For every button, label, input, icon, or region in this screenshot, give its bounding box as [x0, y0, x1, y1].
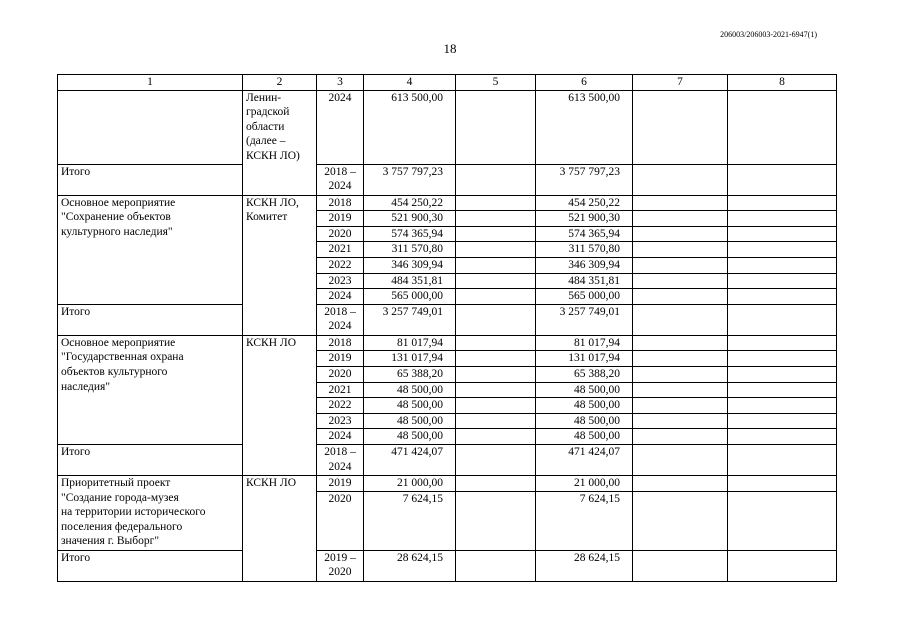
- activity-cell: [58, 90, 243, 164]
- period-cell: 2019 – 2020: [317, 550, 364, 581]
- column-header-7: 7: [633, 75, 728, 91]
- empty-cell: [456, 242, 536, 258]
- empty-cell: [633, 226, 728, 242]
- empty-cell: [633, 304, 728, 335]
- amount-cell: 48 500,00: [536, 398, 633, 414]
- column-header-3: 3: [317, 75, 364, 91]
- empty-cell: [456, 444, 536, 475]
- year-cell: 2021: [317, 382, 364, 398]
- year-cell: 2018: [317, 335, 364, 351]
- empty-cell: [633, 550, 728, 581]
- executor-cell: КСКН ЛО, Комитет: [243, 195, 317, 335]
- year-cell: 2024: [317, 90, 364, 164]
- year-cell: 2021: [317, 242, 364, 258]
- total-amount-cell: 28 624,15: [536, 550, 633, 581]
- period-cell: 2018 – 2024: [317, 164, 364, 195]
- empty-cell: [728, 398, 837, 414]
- empty-cell: [633, 257, 728, 273]
- table-row: [58, 195, 837, 211]
- empty-cell: [633, 366, 728, 382]
- amount-cell: 454 250,22: [536, 195, 633, 211]
- total-label: Итого: [58, 550, 243, 581]
- empty-cell: [633, 289, 728, 305]
- column-header-6: 6: [536, 75, 633, 91]
- period-cell: 2018 – 2024: [317, 304, 364, 335]
- amount-cell: 346 309,94: [364, 257, 456, 273]
- total-row: [58, 550, 837, 581]
- total-amount-cell: 471 424,07: [364, 444, 456, 475]
- empty-cell: [456, 164, 536, 195]
- amount-cell: 7 624,15: [536, 491, 633, 550]
- empty-cell: [456, 289, 536, 305]
- total-amount-cell: 3 257 749,01: [536, 304, 633, 335]
- year-cell: 2018: [317, 195, 364, 211]
- empty-cell: [456, 382, 536, 398]
- empty-cell: [633, 335, 728, 351]
- activity-name-cell: Основное мероприятие "Государственная охрана объектов культурного наследия": [58, 335, 243, 444]
- amount-cell: 65 388,20: [536, 366, 633, 382]
- empty-cell: [456, 257, 536, 273]
- amount-cell: 48 500,00: [364, 429, 456, 445]
- year-cell: 2024: [317, 289, 364, 305]
- amount-cell: 484 351,81: [364, 273, 456, 289]
- empty-cell: [456, 90, 536, 164]
- empty-cell: [728, 289, 837, 305]
- year-cell: 2019: [317, 351, 364, 367]
- amount-cell: 21 000,00: [364, 475, 456, 491]
- amount-cell: 48 500,00: [536, 413, 633, 429]
- empty-cell: [633, 429, 728, 445]
- empty-cell: [456, 304, 536, 335]
- amount-cell: 7 624,15: [364, 491, 456, 550]
- empty-cell: [728, 351, 837, 367]
- empty-cell: [633, 90, 728, 164]
- amount-cell: 454 250,22: [364, 195, 456, 211]
- amount-cell: 48 500,00: [364, 398, 456, 414]
- total-row: [58, 304, 837, 335]
- amount-cell: 81 017,94: [364, 335, 456, 351]
- page-number: 18: [443, 41, 457, 56]
- total-amount-cell: 471 424,07: [536, 444, 633, 475]
- empty-cell: [728, 429, 837, 445]
- amount-cell: 65 388,20: [364, 366, 456, 382]
- empty-cell: [456, 195, 536, 211]
- empty-cell: [728, 335, 837, 351]
- amount-cell: 484 351,81: [536, 273, 633, 289]
- empty-cell: [633, 211, 728, 227]
- year-cell: 2024: [317, 429, 364, 445]
- column-header-5: 5: [456, 75, 536, 91]
- empty-cell: [728, 444, 837, 475]
- empty-cell: [633, 475, 728, 491]
- amount-cell: 131 017,94: [536, 351, 633, 367]
- total-label: Итого: [58, 304, 243, 335]
- period-cell: 2018 – 2024: [317, 444, 364, 475]
- empty-cell: [456, 413, 536, 429]
- amount-cell: 574 365,94: [364, 226, 456, 242]
- amount-cell: 613 500,00: [364, 90, 456, 164]
- total-amount-cell: 3 757 797,23: [536, 164, 633, 195]
- empty-cell: [633, 491, 728, 550]
- empty-cell: [728, 304, 837, 335]
- amount-cell: 521 900,30: [364, 211, 456, 227]
- table-row: [58, 475, 837, 491]
- table-row: [58, 335, 837, 351]
- amount-cell: 521 900,30: [536, 211, 633, 227]
- year-cell: 2022: [317, 257, 364, 273]
- amount-cell: 565 000,00: [364, 289, 456, 305]
- empty-cell: [633, 382, 728, 398]
- empty-cell: [633, 351, 728, 367]
- empty-cell: [633, 164, 728, 195]
- table-row: [58, 90, 837, 164]
- amount-cell: 48 500,00: [536, 429, 633, 445]
- amount-cell: 311 570,80: [364, 242, 456, 258]
- empty-cell: [456, 335, 536, 351]
- empty-cell: [728, 550, 837, 581]
- empty-cell: [456, 475, 536, 491]
- year-cell: 2020: [317, 491, 364, 550]
- empty-cell: [728, 257, 837, 273]
- column-header-1: 1: [58, 75, 243, 91]
- year-cell: 2022: [317, 398, 364, 414]
- amount-cell: 311 570,80: [536, 242, 633, 258]
- total-label: Итого: [58, 444, 243, 475]
- empty-cell: [728, 382, 837, 398]
- year-cell: 2023: [317, 273, 364, 289]
- document-id: 206003/206003-2021-6947(1): [720, 30, 817, 39]
- total-amount-cell: 3 757 797,23: [364, 164, 456, 195]
- empty-cell: [728, 475, 837, 491]
- empty-cell: [456, 429, 536, 445]
- executor-cell: КСКН ЛО: [243, 475, 317, 581]
- empty-cell: [728, 491, 837, 550]
- empty-cell: [456, 351, 536, 367]
- amount-cell: 613 500,00: [536, 90, 633, 164]
- executor-cell: КСКН ЛО: [243, 335, 317, 475]
- amount-cell: 574 365,94: [536, 226, 633, 242]
- total-row: [58, 164, 837, 195]
- empty-cell: [633, 195, 728, 211]
- column-header-2: 2: [243, 75, 317, 91]
- empty-cell: [728, 366, 837, 382]
- empty-cell: [633, 273, 728, 289]
- empty-cell: [456, 211, 536, 227]
- activity-name-cell: Основное мероприятие "Сохранение объектов культурного наследия": [58, 195, 243, 304]
- empty-cell: [456, 550, 536, 581]
- empty-cell: [633, 242, 728, 258]
- empty-cell: [633, 444, 728, 475]
- empty-cell: [728, 226, 837, 242]
- column-number-row: [58, 75, 837, 91]
- activity-group: [58, 335, 837, 475]
- column-header-8: 8: [728, 75, 837, 91]
- amount-cell: 346 309,94: [536, 257, 633, 273]
- executor-cell: Ленин- градской области (далее – КСКН ЛО): [243, 90, 317, 195]
- amount-cell: 21 000,00: [536, 475, 633, 491]
- amount-cell: 48 500,00: [364, 382, 456, 398]
- empty-cell: [728, 164, 837, 195]
- total-amount-cell: 28 624,15: [364, 550, 456, 581]
- empty-cell: [456, 226, 536, 242]
- amount-cell: 565 000,00: [536, 289, 633, 305]
- year-cell: 2020: [317, 226, 364, 242]
- empty-cell: [728, 90, 837, 164]
- amount-cell: 81 017,94: [536, 335, 633, 351]
- column-header-4: 4: [364, 75, 456, 91]
- empty-cell: [456, 273, 536, 289]
- year-cell: 2019: [317, 211, 364, 227]
- total-amount-cell: 3 257 749,01: [364, 304, 456, 335]
- empty-cell: [456, 491, 536, 550]
- empty-cell: [456, 398, 536, 414]
- total-row: [58, 444, 837, 475]
- year-cell: 2023: [317, 413, 364, 429]
- empty-cell: [633, 413, 728, 429]
- financing-table: [57, 74, 837, 582]
- empty-cell: [728, 413, 837, 429]
- year-cell: 2020: [317, 366, 364, 382]
- amount-cell: 48 500,00: [536, 382, 633, 398]
- total-label: Итого: [58, 164, 243, 195]
- empty-cell: [728, 195, 837, 211]
- empty-cell: [728, 211, 837, 227]
- empty-cell: [456, 366, 536, 382]
- activity-name-cell: Приоритетный проект "Создание города-музея на территории исторического поселения федерального значения г. Выборг": [58, 475, 243, 550]
- year-cell: 2019: [317, 475, 364, 491]
- empty-cell: [633, 398, 728, 414]
- empty-cell: [728, 242, 837, 258]
- empty-cell: [728, 273, 837, 289]
- activity-group: [58, 195, 837, 335]
- amount-cell: 131 017,94: [364, 351, 456, 367]
- activity-group: [58, 475, 837, 581]
- amount-cell: 48 500,00: [364, 413, 456, 429]
